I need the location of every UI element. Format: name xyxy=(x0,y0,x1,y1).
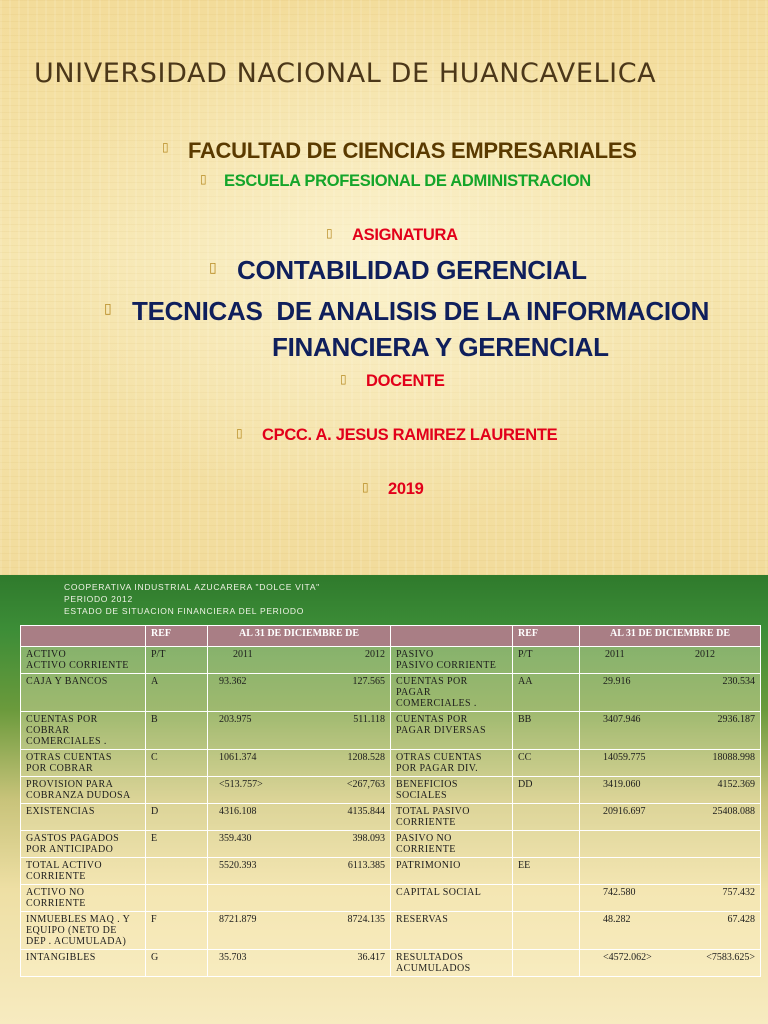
asset-values xyxy=(208,647,391,674)
liability-ref: AA xyxy=(513,674,580,712)
liability-account: OTRAS CUENTAS POR PAGAR DIV. xyxy=(391,750,513,777)
asset-ref: B xyxy=(146,712,208,750)
bullet-icon: ▯ xyxy=(236,426,243,440)
liability-values xyxy=(580,885,761,912)
liability-ref xyxy=(513,831,580,858)
table-row xyxy=(21,950,761,977)
asset-ref: D xyxy=(146,804,208,831)
asset-ref xyxy=(146,885,208,912)
value-2012: 511.118 xyxy=(353,714,385,725)
asset-values xyxy=(208,831,391,858)
liability-ref xyxy=(513,885,580,912)
header-date: AL 31 DE DICIEMBRE DE xyxy=(208,626,391,647)
asset-ref: E xyxy=(146,831,208,858)
liability-account: CUENTAS POR PAGAR DIVERSAS xyxy=(391,712,513,750)
topic-line-2 xyxy=(272,332,609,363)
liability-ref: P/T xyxy=(513,647,580,674)
university-title: UNIVERSIDAD NACIONAL DE HUANCAVELICA xyxy=(34,58,657,89)
value-2012: 25408.088 xyxy=(712,806,755,817)
value-2011: 20916.697 xyxy=(603,806,646,817)
bullet-icon: ▯ xyxy=(104,300,112,316)
asset-values xyxy=(208,750,391,777)
topic-text-1: TECNICAS DE ANALISIS DE LA INFORMACION xyxy=(132,296,710,326)
liability-account: RESULTADOS ACUMULADOS xyxy=(391,950,513,977)
value-2011: 4316.108 xyxy=(219,806,257,817)
value-2012: 398.093 xyxy=(352,833,385,844)
value-2011: 3407.946 xyxy=(603,714,641,725)
value-2012: 8724.135 xyxy=(347,914,385,925)
balance-sheet-slide xyxy=(0,575,768,1024)
bullet-icon: ▯ xyxy=(200,172,207,186)
value-2011: 3419.060 xyxy=(603,779,641,790)
table-row xyxy=(21,912,761,950)
value-2011: 35.703 xyxy=(219,952,247,963)
asset-account: PROVISION PARA COBRANZA DUDOSA xyxy=(21,777,146,804)
header-cell xyxy=(21,626,146,647)
liability-values xyxy=(580,858,761,885)
asset-values xyxy=(208,674,391,712)
value-2011: <4572.062> xyxy=(603,952,652,963)
bullet-icon: ▯ xyxy=(209,259,217,275)
heading-period: PERIODO 2012 xyxy=(64,594,133,604)
table-row xyxy=(21,858,761,885)
value-2012: <7583.625> xyxy=(706,952,755,963)
liability-values xyxy=(580,647,761,674)
asset-ref: A xyxy=(146,674,208,712)
table-row xyxy=(21,885,761,912)
statement-heading xyxy=(64,581,320,617)
subject-label-line xyxy=(326,226,458,245)
liability-account: PASIVO NO CORRIENTE xyxy=(391,831,513,858)
value-2011: 203.975 xyxy=(219,714,252,725)
bullet-icon: ▯ xyxy=(340,372,347,386)
teacher-line xyxy=(236,426,558,445)
value-2011: <513.757> xyxy=(219,779,263,790)
value-2012: 1208.528 xyxy=(347,752,385,763)
heading-company: COOPERATIVA INDUSTRIAL AZUCARERA "DOLCE VITA" xyxy=(64,582,320,592)
bullet-icon: ▯ xyxy=(326,226,333,240)
liability-account: TOTAL PASIVO CORRIENTE xyxy=(391,804,513,831)
liability-account: CAPITAL SOCIAL xyxy=(391,885,513,912)
value-2011: 359.430 xyxy=(219,833,252,844)
table-row xyxy=(21,777,761,804)
value-2011: 8721.879 xyxy=(219,914,257,925)
course-text: CONTABILIDAD GERENCIAL xyxy=(237,255,587,285)
liability-ref: EE xyxy=(513,858,580,885)
topic-line-1 xyxy=(104,296,710,327)
liability-ref: DD xyxy=(513,777,580,804)
value-2011: 5520.393 xyxy=(219,860,257,871)
liability-values xyxy=(580,912,761,950)
liability-account: BENEFICIOS SOCIALES xyxy=(391,777,513,804)
liability-values xyxy=(580,674,761,712)
year-text: 2019 xyxy=(388,480,424,498)
value-2012: 4135.844 xyxy=(347,806,385,817)
liability-ref: BB xyxy=(513,712,580,750)
asset-values xyxy=(208,712,391,750)
asset-values xyxy=(208,885,391,912)
asset-ref xyxy=(146,777,208,804)
value-2012: 36.417 xyxy=(357,952,385,963)
topic-text-2: FINANCIERA Y GERENCIAL xyxy=(272,332,609,362)
table-row xyxy=(21,674,761,712)
school-line xyxy=(200,172,591,191)
value-2012: 4152.369 xyxy=(717,779,755,790)
table-body xyxy=(21,647,761,977)
value-2012: 230.534 xyxy=(722,676,755,687)
liability-account: PATRIMONIO xyxy=(391,858,513,885)
asset-account: OTRAS CUENTAS POR COBRAR xyxy=(21,750,146,777)
liability-account: RESERVAS xyxy=(391,912,513,950)
asset-account: GASTOS PAGADOS POR ANTICIPADO xyxy=(21,831,146,858)
asset-ref: F xyxy=(146,912,208,950)
value-2012: 18088.998 xyxy=(712,752,755,763)
value-2011: 93.362 xyxy=(219,676,247,687)
liability-ref: CC xyxy=(513,750,580,777)
bullet-icon: ▯ xyxy=(162,140,169,154)
value-2012: 67.428 xyxy=(727,914,755,925)
liability-values xyxy=(580,831,761,858)
value-2012: 2012 xyxy=(695,649,715,660)
liability-account: PASIVO PASIVO CORRIENTE xyxy=(391,647,513,674)
asset-values xyxy=(208,950,391,977)
course-line xyxy=(209,255,587,286)
table-row xyxy=(21,804,761,831)
asset-values xyxy=(208,858,391,885)
header-cell xyxy=(391,626,513,647)
value-2011: 742.580 xyxy=(603,887,636,898)
header-date: AL 31 DE DICIEMBRE DE xyxy=(580,626,761,647)
table-header-row xyxy=(21,626,761,647)
value-2012: 757.432 xyxy=(722,887,755,898)
value-2012: 2012 xyxy=(365,649,385,660)
table-row xyxy=(21,712,761,750)
asset-account: TOTAL ACTIVO CORRIENTE xyxy=(21,858,146,885)
asset-account: CAJA Y BANCOS xyxy=(21,674,146,712)
teacher-name: CPCC. A. JESUS RAMIREZ LAURENTE xyxy=(262,426,558,444)
value-2011: 48.282 xyxy=(603,914,631,925)
table-row xyxy=(21,831,761,858)
liability-ref xyxy=(513,950,580,977)
value-2012: 127.565 xyxy=(352,676,385,687)
value-2012: 2936.187 xyxy=(717,714,755,725)
school-text: ESCUELA PROFESIONAL DE ADMINISTRACION xyxy=(224,172,591,190)
table-row xyxy=(21,750,761,777)
value-2012: 6113.385 xyxy=(347,860,385,871)
asset-account: ACTIVO ACTIVO CORRIENTE xyxy=(21,647,146,674)
liability-ref xyxy=(513,804,580,831)
asset-account: INMUEBLES MAQ . Y EQUIPO (NETO DE DEP . ACUMULADA) xyxy=(21,912,146,950)
value-2011: 14059.775 xyxy=(603,752,646,763)
subject-label: ASIGNATURA xyxy=(352,226,458,244)
asset-values xyxy=(208,804,391,831)
liability-ref xyxy=(513,912,580,950)
balance-sheet-table xyxy=(20,625,761,977)
value-2011: 1061.374 xyxy=(219,752,257,763)
faculty-text: FACULTAD DE CIENCIAS EMPRESARIALES xyxy=(188,138,637,163)
table-row xyxy=(21,647,761,674)
year-line xyxy=(362,480,424,499)
asset-ref: G xyxy=(146,950,208,977)
header-ref: REF xyxy=(146,626,208,647)
liability-values xyxy=(580,750,761,777)
value-2011: 2011 xyxy=(605,649,625,660)
teacher-label: DOCENTE xyxy=(366,372,445,390)
liability-account: CUENTAS POR PAGAR COMERCIALES . xyxy=(391,674,513,712)
value-2011: 2011 xyxy=(233,649,253,660)
liability-values xyxy=(580,712,761,750)
asset-account: INTANGIBLES xyxy=(21,950,146,977)
bullet-icon: ▯ xyxy=(362,480,369,494)
value-2012: <267,763 xyxy=(346,779,385,790)
liability-values xyxy=(580,777,761,804)
asset-values xyxy=(208,777,391,804)
faculty-line xyxy=(162,138,637,164)
heading-statement: ESTADO DE SITUACION FINANCIERA DEL PERIODO xyxy=(64,606,305,616)
asset-account: ACTIVO NO CORRIENTE xyxy=(21,885,146,912)
asset-ref xyxy=(146,858,208,885)
asset-ref: C xyxy=(146,750,208,777)
liability-values xyxy=(580,804,761,831)
liability-values xyxy=(580,950,761,977)
asset-ref: P/T xyxy=(146,647,208,674)
asset-values xyxy=(208,912,391,950)
asset-account: CUENTAS POR COBRAR COMERCIALES . xyxy=(21,712,146,750)
teacher-label-line xyxy=(340,372,445,391)
value-2011: 29.916 xyxy=(603,676,631,687)
header-ref: REF xyxy=(513,626,580,647)
asset-account: EXISTENCIAS xyxy=(21,804,146,831)
